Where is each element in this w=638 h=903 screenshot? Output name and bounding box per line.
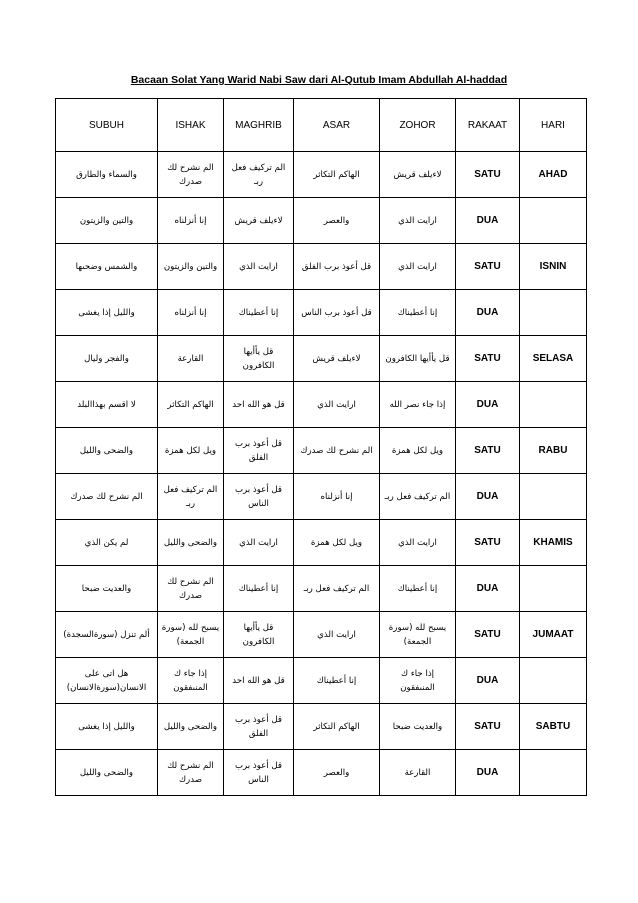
cell-maghrib: ارايت الذي [224, 244, 294, 290]
cell-asar: إنا أنزلناه [294, 474, 380, 520]
cell-hari: SELASA [520, 336, 587, 382]
cell-ishak: والتين والزيتون [158, 244, 224, 290]
cell-maghrib: قل أعوذ برب الفلق [224, 428, 294, 474]
table-row [56, 566, 587, 612]
cell-subuh: والتين والزيتون [56, 198, 158, 244]
cell-asar: الهاكم التكاثر [294, 152, 380, 198]
cell-asar: قل أعوذ برب الناس [294, 290, 380, 336]
header-asar: ASAR [294, 99, 380, 152]
cell-rakaat: DUA [456, 474, 520, 520]
cell-zohor: إذا جاء نصر الله [380, 382, 456, 428]
cell-maghrib: إنا أعطيناك [224, 290, 294, 336]
cell-subuh: والشمس وضحىها [56, 244, 158, 290]
cell-ishak: إذا جاء ك المنىفقون [158, 658, 224, 704]
cell-rakaat: SATU [456, 612, 520, 658]
cell-rakaat: SATU [456, 152, 520, 198]
cell-subuh: والضحى والليل [56, 428, 158, 474]
cell-hari [520, 750, 587, 796]
header-hari: HARI [520, 99, 587, 152]
cell-hari [520, 658, 587, 704]
cell-ishak: الم نشرح لك صدرك [158, 750, 224, 796]
cell-rakaat: SATU [456, 428, 520, 474]
cell-rakaat: SATU [456, 244, 520, 290]
header-subuh: SUBUH [56, 99, 158, 152]
cell-subuh: الم نشرح لك صدرك [56, 474, 158, 520]
cell-asar: ارايت الذي [294, 382, 380, 428]
table-row [56, 244, 587, 290]
cell-zohor: لاءيلف قريش [380, 152, 456, 198]
cell-hari: ISNIN [520, 244, 587, 290]
cell-hari: KHAMIS [520, 520, 587, 566]
cell-maghrib: قل يأأيها الكافرون [224, 336, 294, 382]
cell-hari: JUMAAT [520, 612, 587, 658]
cell-asar: قل أعوذ برب الفلق [294, 244, 380, 290]
cell-rakaat: SATU [456, 704, 520, 750]
cell-subuh: لم يكن الذي [56, 520, 158, 566]
header-maghrib: MAGHRIB [224, 99, 294, 152]
cell-rakaat: SATU [456, 520, 520, 566]
table-row [56, 474, 587, 520]
cell-ishak: إنا أنزلناه [158, 198, 224, 244]
cell-zohor: والعديت ضبحا [380, 704, 456, 750]
cell-zohor: القارعة [380, 750, 456, 796]
cell-maghrib: الم تركيف فعل ربـ [224, 152, 294, 198]
cell-rakaat: DUA [456, 658, 520, 704]
cell-zohor: ارايت الذي [380, 520, 456, 566]
cell-ishak: الم نشرح لك صدرك [158, 566, 224, 612]
table-row [56, 428, 587, 474]
cell-zohor: إنا أعطيناك [380, 290, 456, 336]
cell-rakaat: DUA [456, 198, 520, 244]
cell-subuh: لا اقسم بهذاالبلد [56, 382, 158, 428]
table-row [56, 382, 587, 428]
cell-zohor: ارايت الذي [380, 198, 456, 244]
cell-subuh: هل اتى على الانسان(سورةالانسان) [56, 658, 158, 704]
cell-hari [520, 290, 587, 336]
table-row [56, 612, 587, 658]
cell-ishak: والضحى والليل [158, 520, 224, 566]
page-title: Bacaan Solat Yang Warid Nabi Saw dari Al-Qutub Imam Abdullah Al-haddad [130, 74, 508, 86]
cell-asar: الهاكم التكاثر [294, 704, 380, 750]
table-row [56, 520, 587, 566]
table-row [56, 198, 587, 244]
cell-zohor: إذا جاء ك المنىفقون [380, 658, 456, 704]
cell-hari: SABTU [520, 704, 587, 750]
table-row [56, 336, 587, 382]
cell-zohor: يسبح لله (سورة الجمعة) [380, 612, 456, 658]
cell-asar: والعصر [294, 750, 380, 796]
cell-ishak: يسبح لله (سورة الجمعة) [158, 612, 224, 658]
cell-asar: الم نشرح لك صدرك [294, 428, 380, 474]
cell-subuh: والليل إذا يغشى [56, 290, 158, 336]
cell-zohor: قل يأأيها الكافرون [380, 336, 456, 382]
cell-asar: الم تركيف فعل ربـ [294, 566, 380, 612]
cell-rakaat: DUA [456, 750, 520, 796]
cell-maghrib: قل أعوذ برب الناس [224, 474, 294, 520]
cell-ishak: القارعة [158, 336, 224, 382]
cell-asar: والعصر [294, 198, 380, 244]
cell-rakaat: DUA [456, 382, 520, 428]
cell-asar: ويل لكل همزة [294, 520, 380, 566]
cell-maghrib: قل هو الله احد [224, 382, 294, 428]
cell-maghrib: قل يأأيها الكافرون [224, 612, 294, 658]
header-rakaat: RAKAAT [456, 99, 520, 152]
cell-subuh: والسماء والطارق [56, 152, 158, 198]
cell-zohor: ارايت الذي [380, 244, 456, 290]
cell-zohor: الم تركيف فعل ربـ [380, 474, 456, 520]
header-row [56, 99, 587, 152]
cell-subuh: والليل إذا يغشى [56, 704, 158, 750]
cell-subuh: ألم تنزل (سورةالسجدة) [56, 612, 158, 658]
cell-asar: لاءيلف قريش [294, 336, 380, 382]
cell-maghrib: إنا أعطيناك [224, 566, 294, 612]
table-row [56, 152, 587, 198]
cell-hari [520, 382, 587, 428]
schedule-table [55, 98, 587, 796]
cell-hari: AHAD [520, 152, 587, 198]
cell-rakaat: SATU [456, 336, 520, 382]
cell-hari [520, 566, 587, 612]
cell-hari [520, 474, 587, 520]
cell-maghrib: لاءيلف قريش [224, 198, 294, 244]
cell-hari: RABU [520, 428, 587, 474]
cell-ishak: والضحى والليل [158, 704, 224, 750]
cell-hari [520, 198, 587, 244]
cell-ishak: إنا أنزلناه [158, 290, 224, 336]
cell-ishak: ويل لكل همزة [158, 428, 224, 474]
schedule-body [56, 152, 587, 796]
cell-ishak: الهاكم التكاثر [158, 382, 224, 428]
cell-subuh: والضحى والليل [56, 750, 158, 796]
cell-subuh: والعديت ضبحا [56, 566, 158, 612]
cell-ishak: الم نشرح لك صدرك [158, 152, 224, 198]
cell-maghrib: قل أعوذ برب الناس [224, 750, 294, 796]
cell-zohor: إنا أعطيناك [380, 566, 456, 612]
cell-maghrib: قل هو الله احد [224, 658, 294, 704]
cell-subuh: والفجر وليال [56, 336, 158, 382]
table-row [56, 704, 587, 750]
cell-rakaat: DUA [456, 290, 520, 336]
table-row [56, 290, 587, 336]
header-ishak: ISHAK [158, 99, 224, 152]
cell-maghrib: ارايت الذي [224, 520, 294, 566]
cell-asar: إنا أعطيناك [294, 658, 380, 704]
table-row [56, 658, 587, 704]
cell-ishak: الم تركيف فعل ربـ [158, 474, 224, 520]
cell-zohor: ويل لكل همزة [380, 428, 456, 474]
table-row [56, 750, 587, 796]
cell-maghrib: قل أعوذ برب الفلق [224, 704, 294, 750]
cell-rakaat: DUA [456, 566, 520, 612]
cell-asar: ارايت الذي [294, 612, 380, 658]
header-zohor: ZOHOR [380, 99, 456, 152]
